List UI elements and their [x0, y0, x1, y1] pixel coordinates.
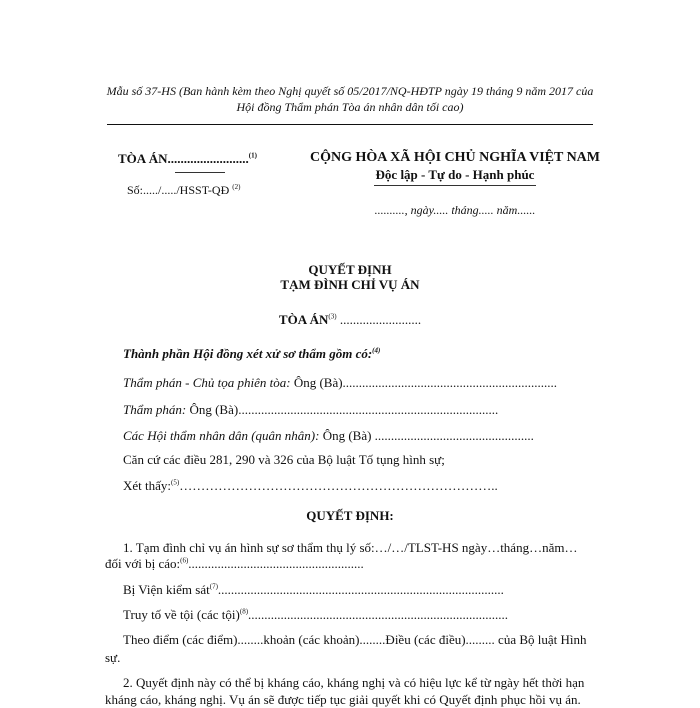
court-underline: [175, 172, 225, 173]
court-line-label: TÒA ÁN: [278, 312, 329, 327]
panel-heading: [123, 346, 380, 362]
court-name-text: TÒA ÁN.........................: [118, 151, 249, 166]
header-divider: [107, 124, 593, 125]
court-line: [0, 312, 700, 328]
judge-label: Thẩm phán:: [123, 402, 187, 417]
charged-offense-line: [123, 607, 508, 623]
item2-line1: 2. Quyết định này có thể bị kháng cáo, kháng nghị và có hiệu lực kể từ ngày hết thời hạn: [123, 675, 585, 690]
procuracy-label: Bị Viện kiểm sát: [123, 582, 210, 597]
national-motto: Độc lập - Tự do - Hạnh phúc: [375, 167, 535, 182]
form-reference-line2: Hội đồng Thẩm phán Tòa án nhân dân tối cao): [236, 100, 464, 114]
decision-number-note: (2): [232, 183, 241, 191]
charged-offense-dots: ................................................................................: [248, 607, 509, 622]
article-line2: sự.: [105, 650, 121, 665]
court-line-dots: .........................: [336, 312, 422, 327]
consider-label: Xét thấy:: [123, 478, 172, 493]
charged-offense-note: (8): [239, 607, 249, 616]
consider-dots: ………………………………………………………………..: [179, 478, 498, 493]
item1-line2-label: đối với bị cáo:: [105, 556, 181, 571]
motto-underline: [374, 185, 536, 186]
panel-heading-note: (4): [372, 346, 381, 355]
procuracy-dots: ........................................................................................: [217, 582, 504, 597]
court-name-note: (1): [248, 151, 257, 160]
procuracy-line: [123, 582, 504, 598]
judge-line: [123, 402, 498, 418]
judge-value: Ông (Bà)................................................................................: [186, 402, 499, 417]
article-line1: Theo điểm (các điểm)........khoản (các khoản)........Điều (các điều)......... của Bộ luật Hình: [123, 632, 587, 647]
document-title-line2: TẠM ĐÌNH CHỈ VỤ ÁN: [280, 277, 420, 292]
nation-name: CỘNG HÒA XÃ HỘI CHỦ NGHĨA VIỆT NAM: [309, 150, 600, 165]
form-reference-line1: Mẫu số 37-HS (Ban hành kèm theo Nghị quyết số 05/2017/NQ-HĐTP ngày 19 tháng 9 năm 2017 của: [106, 84, 594, 98]
panel-heading-text: Thành phần Hội đồng xét xử sơ thẩm gồm có:: [123, 346, 373, 361]
document-title-line1: QUYẾT ĐỊNH: [308, 262, 392, 277]
item1-line2-note: (6): [180, 556, 189, 565]
court-line-note: (3): [328, 312, 337, 321]
court-name: [118, 151, 257, 167]
legal-basis: Căn cứ các điều 281, 290 và 326 của Bộ luật Tố tụng hình sự;: [123, 452, 445, 467]
item1-line2: [105, 556, 364, 572]
procuracy-note: (7): [209, 582, 218, 591]
decision-heading: QUYẾT ĐỊNH:: [306, 508, 394, 523]
item2-line2: kháng cáo, kháng nghị. Vụ án sẽ được tiếp tục giải quyết khi có Quyết định phục hồi vụ án.: [105, 692, 581, 707]
presiding-judge-label: Thẩm phán - Chủ tọa phiên tòa:: [123, 375, 291, 390]
charged-offense-label: Truy tố về tội (các tội): [123, 607, 240, 622]
consider-note: (5): [171, 478, 180, 487]
consider-line: [123, 478, 498, 494]
item1-line1: 1. Tạm đình chỉ vụ án hình sự sơ thẩm thụ lý số:…/…/TLST-HS ngày…tháng…năm…: [123, 540, 578, 555]
assessors-line: [123, 428, 534, 444]
presiding-judge-line: [123, 375, 557, 391]
presiding-judge-value: Ông (Bà)..................................................................: [290, 375, 558, 390]
decision-number-text: Số:...../...../HSST-QĐ: [127, 183, 230, 197]
decision-number: [127, 183, 240, 198]
date-line: .........., ngày..... tháng..... năm......: [374, 203, 536, 217]
assessors-value: Ông (Bà) .................................................: [319, 428, 534, 443]
assessors-label: Các Hội thẩm nhân dân (quân nhân):: [123, 428, 320, 443]
item1-line2-dots: ......................................................: [188, 556, 364, 571]
